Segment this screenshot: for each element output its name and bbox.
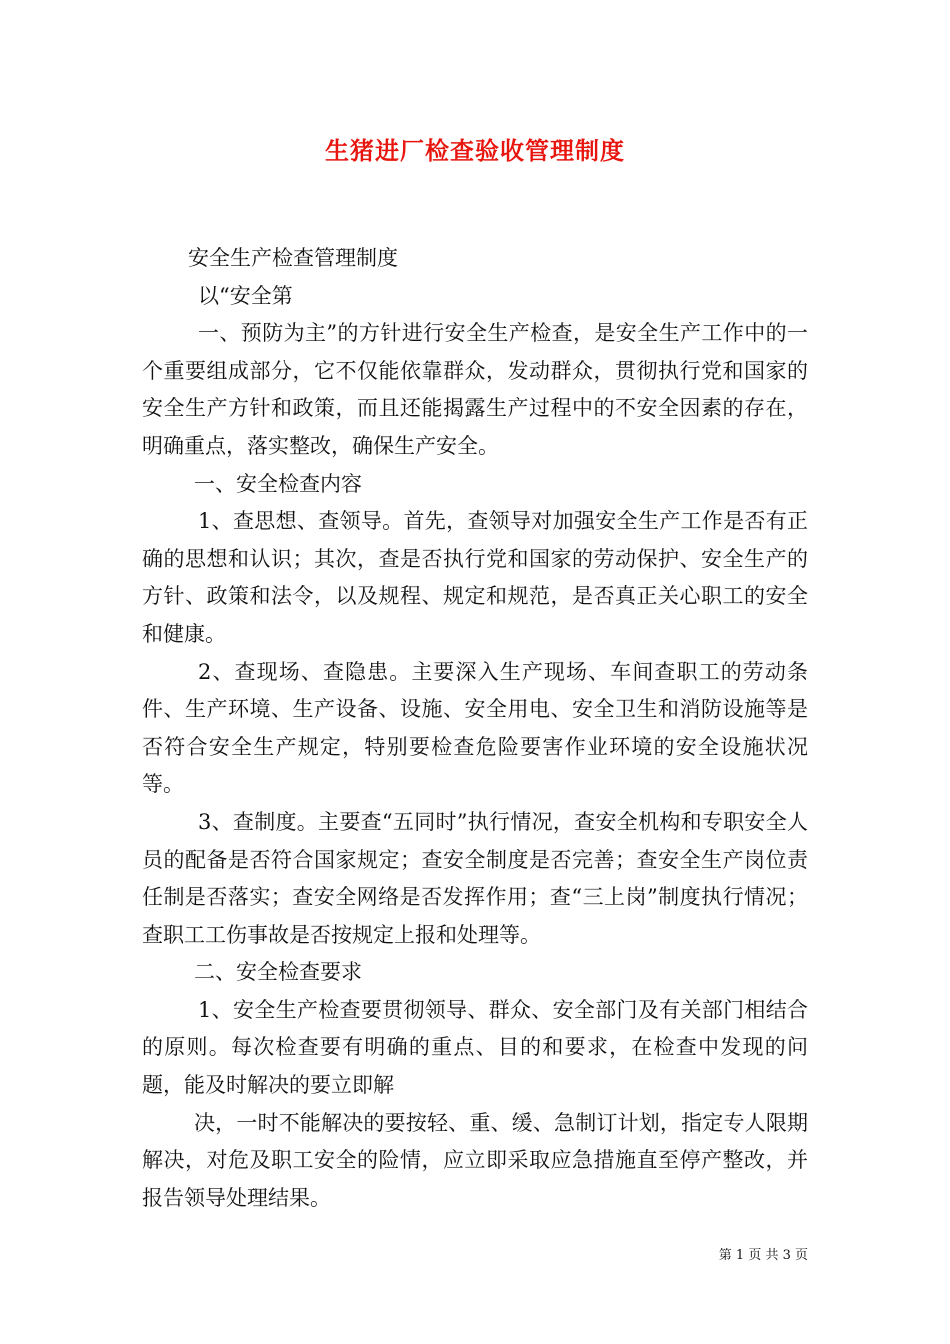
- paragraph: 一、预防为主”的方针进行安全生产检查，是安全生产工作中的一个重要组成部分，它不仅能依靠群众，发动群众，贯彻执行党和国家的安全生产方针和政策，而且还能揭露生产过程中的不安全因素的存在，明确重点，落实整改，确保生产安全。: [142, 321, 808, 458]
- document-body: [142, 240, 808, 1217]
- paragraph: 2、查现场、查隐患。主要深入生产现场、车间查职工的劳动条件、生产环境、生产设备、设施、安全用电、安全卫生和消防设施等是否符合安全生产规定，特别要检查危险要害作业环境的安全设施状况等。: [142, 659, 808, 797]
- page-number: 第 1 页 共 3 页: [718, 1248, 808, 1263]
- section-heading: 一、安全检查内容: [194, 471, 362, 496]
- paragraph: 安全生产检查管理制度: [188, 246, 398, 270]
- section-heading: 二、安全检查要求: [194, 960, 362, 985]
- document-title: 生猪进厂检查验收管理制度: [325, 136, 625, 165]
- paragraph: 3、查制度。主要查“五同时”执行情况，查安全机构和专职安全人员的配备是否符合国家规定；查安全制度是否完善；查安全生产岗位责任制是否落实；查安全网络是否发挥作用；查“三上岗”制度执行情况；查职工工伤事故是否按规定上报和处理等。: [142, 809, 808, 947]
- paragraph: 以“安全第: [198, 283, 293, 308]
- paragraph: 1、安全生产检查要贯彻领导、群众、安全部门及有关部门相结合的原则。每次检查要有明确的重点、目的和要求，在检查中发现的问题，能及时解决的要立即解: [142, 997, 808, 1098]
- paragraph: 1、查思想、查领导。首先，查领导对加强安全生产工作是否有正确的思想和认识；其次，查是否执行党和国家的劳动保护、安全生产的方针、政策和法令，以及规程、规定和规范，是否真正关心职工的安全和健康。: [142, 509, 808, 646]
- paragraph: 决，一时不能解决的要按轻、重、缓、急制订计划，指定专人限期解决，对危及职工安全的险情，应立即采取应急措施直至停产整改，并报告领导处理结果。: [142, 1110, 808, 1210]
